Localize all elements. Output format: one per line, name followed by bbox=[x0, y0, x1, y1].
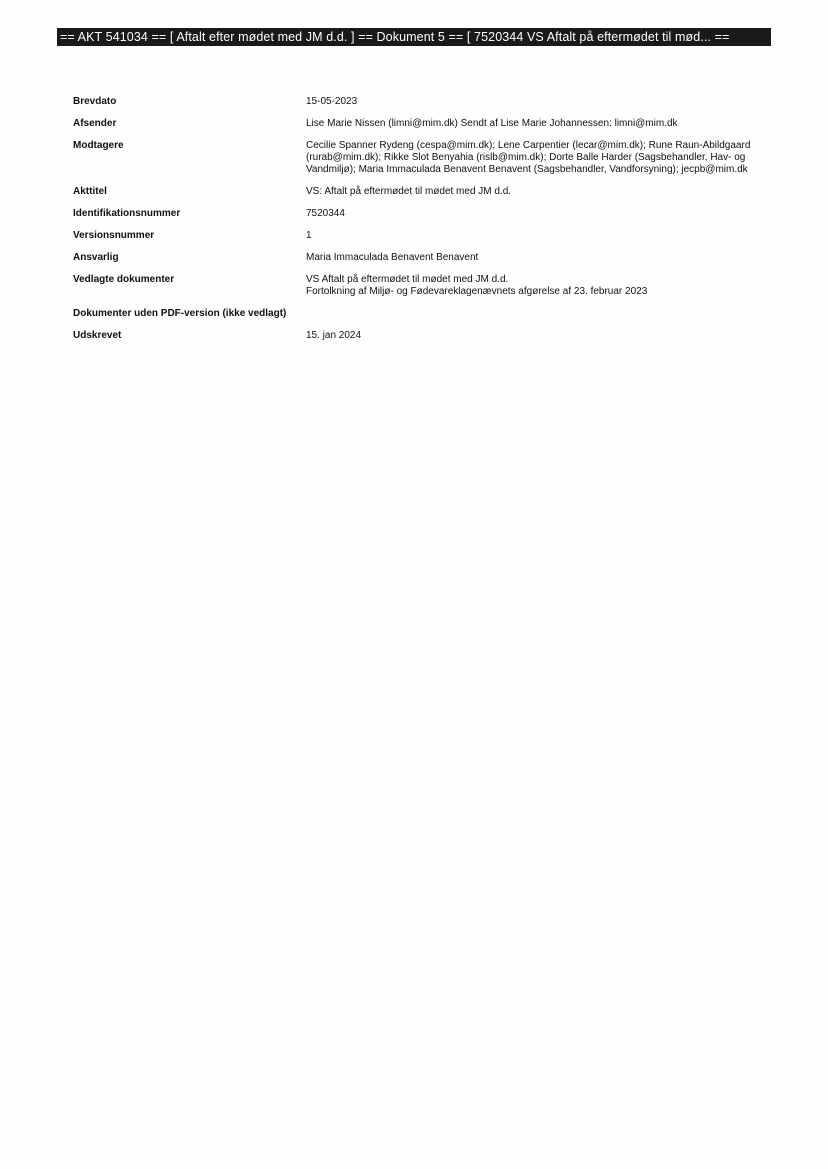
field-value-line: 1 bbox=[306, 230, 312, 241]
field-label: Akttitel bbox=[73, 186, 107, 197]
field-value bbox=[306, 208, 773, 220]
document-header-banner: == AKT 541034 == [ Aftalt efter mødet med JM d.d. ] == Dokument 5 == [ 7520344 VS Aftalt på eftermødet til mød... == bbox=[57, 28, 771, 46]
field-label: Vedlagte dokumenter bbox=[73, 274, 175, 285]
field-value bbox=[306, 230, 773, 242]
attachment-item: VS Aftalt på eftermødet til mødet med JM d.d. bbox=[306, 274, 509, 285]
field-label: Afsender bbox=[73, 118, 117, 129]
field-value-line: VS: Aftalt på eftermødet til mødet med JM d.d. bbox=[306, 186, 512, 197]
field-value bbox=[306, 252, 773, 264]
field-modtagere bbox=[73, 140, 773, 176]
field-label: Brevdato bbox=[73, 96, 117, 107]
field-value-line: Maria Immaculada Benavent Benavent bbox=[306, 252, 479, 263]
field-value bbox=[306, 118, 773, 130]
field-value-line: 15-05-2023 bbox=[306, 96, 358, 107]
field-value bbox=[306, 330, 773, 342]
field-label: Ansvarlig bbox=[73, 252, 119, 263]
field-value bbox=[306, 274, 773, 298]
field-value-line: 15. jan 2024 bbox=[306, 330, 362, 341]
field-value bbox=[306, 140, 773, 176]
field-ansvarlig bbox=[73, 252, 773, 264]
field-label: Udskrevet bbox=[73, 330, 122, 341]
field-value-line: Cecilie Spanner Rydeng (cespa@mim.dk); Lene Carpentier (lecar@mim.dk); Rune Raun-Abildgaard (rurab@mim.dk); Rikke Slot Benyahia (rislb@mim.dk); Dorte Balle Harder (Sagsbehandler, Hav- og Vandmiljø); Maria Immaculada Benavent Benavent (Sagsbehandler, Vandforsyning); jecpb@mim.dk bbox=[306, 140, 751, 175]
field-label: Versionsnummer bbox=[73, 230, 155, 241]
field-brevdato bbox=[73, 96, 773, 108]
field-value bbox=[306, 96, 773, 108]
field-identifikationsnummer bbox=[73, 208, 773, 220]
field-afsender bbox=[73, 118, 773, 130]
metadata-table bbox=[73, 96, 773, 352]
field-label: Dokumenter uden PDF-version (ikke vedlagt) bbox=[73, 308, 287, 319]
field-value-line: Lise Marie Nissen (limni@mim.dk) Sendt af Lise Marie Johannessen: limni@mim.dk bbox=[306, 118, 678, 129]
field-label: Identifikationsnummer bbox=[73, 208, 181, 219]
field-akttitel bbox=[73, 186, 773, 198]
field-value bbox=[306, 186, 773, 198]
field-versionsnummer bbox=[73, 230, 773, 242]
field-dokumenter-uden-pdf bbox=[73, 308, 773, 320]
field-udskrevet bbox=[73, 330, 773, 342]
field-label: Modtagere bbox=[73, 140, 124, 151]
field-value-line: 7520344 bbox=[306, 208, 345, 219]
attachment-item: Fortolkning af Miljø- og Fødevareklagenævnets afgørelse af 23. februar 2023 bbox=[306, 286, 648, 297]
field-vedlagte-dokumenter bbox=[73, 274, 773, 298]
